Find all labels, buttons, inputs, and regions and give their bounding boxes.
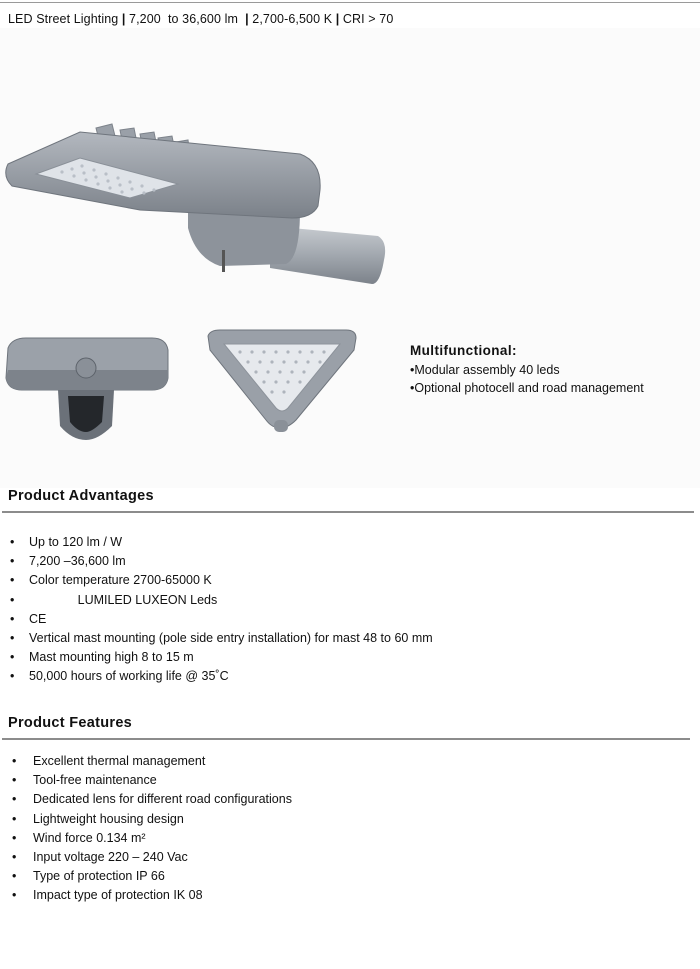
fixture-perspective-image <box>0 118 390 288</box>
features-rule <box>2 738 690 740</box>
list-item: • Up to 120 lm / W <box>10 535 123 549</box>
list-item: • Lightweight housing design <box>12 811 184 826</box>
list-item: • Tool-free maintenance <box>12 773 157 788</box>
fixture-side-view-image <box>2 330 172 440</box>
features-list <box>12 752 692 906</box>
list-item: • Wind force 0.134 m² <box>12 830 146 845</box>
advantages-list <box>10 533 690 687</box>
advantages-title: Product Advantages <box>8 488 154 504</box>
list-item: • CE <box>10 611 47 626</box>
list-item: • Color temperature 2700-65000 K <box>10 573 212 588</box>
multifunctional-title: Multifunctional: <box>410 343 517 358</box>
multifunctional-item: •Optional photocell and road management <box>410 381 644 395</box>
advantages-rule <box>2 511 694 513</box>
list-item: • Impact type of protection IK 08 <box>12 888 203 903</box>
fixture-bottom-view-image <box>200 328 362 436</box>
multifunctional-item: •Modular assembly 40 leds <box>410 362 560 377</box>
list-item: • Input voltage 220 – 240 Vac <box>12 849 188 864</box>
list-item: • Mast mounting high 8 to 15 m <box>10 650 194 665</box>
top-rule <box>0 2 700 3</box>
list-item: • Excellent thermal management <box>12 754 206 768</box>
list-item: • 7,200 –36,600 lm <box>10 554 126 569</box>
list-item: • 50,000 hours of working life @ 35˚C <box>10 669 229 684</box>
list-item: • Vertical mast mounting (pole side entry installation) for mast 48 to 60 mm <box>10 630 433 645</box>
list-item: • LUMILED LUXEON Leds <box>10 592 218 607</box>
list-item: • Dedicated lens for different road configurations <box>12 792 292 807</box>
list-item: • Type of protection IP 66 <box>12 869 165 884</box>
features-title: Product Features <box>8 715 133 731</box>
multifunctional-block <box>410 342 644 398</box>
product-header: LED Street Lighting | 7,200 to 36,600 lm | 2,700-6,500 K | CRI > 70 <box>8 12 394 26</box>
